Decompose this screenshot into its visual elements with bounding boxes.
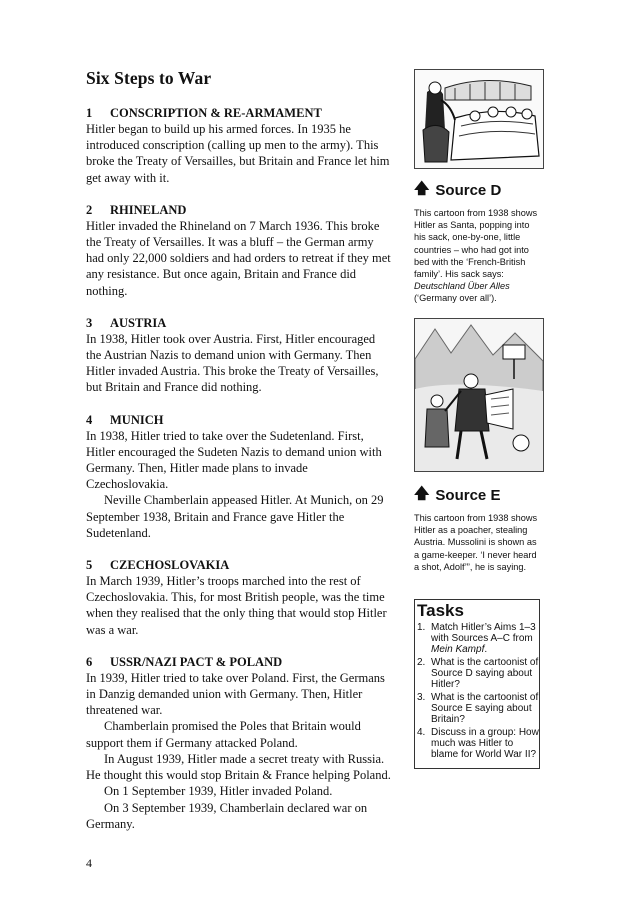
source-d-panel: [414, 178, 542, 305]
section-paragraph: In 1938, Hitler took over Austria. First, Hitler encouraged the Austrian Nazis to demand union with Germany. Then Hitler invaded Austria. This broke the Treaty of Versailles, but Britain and France did nothing.: [86, 331, 379, 395]
task-text: [431, 622, 539, 655]
task-text: What is the cartoonist of Source D saying about Hitler?: [431, 657, 539, 690]
section-rhineland: [86, 202, 392, 299]
section-paragraph: Hitler began to build up his armed forces. In 1935 he introduced conscription (calling up men to the army). This broke the Treaty of Versailles, but Britain and France let him get away with it.: [86, 122, 390, 185]
main-column: [86, 68, 392, 848]
section-title: RHINELAND: [110, 202, 187, 217]
page-title: Six Steps to War: [86, 68, 212, 88]
task-text-main: Match Hitler’s Aims 1–3 with Sources A–C from: [431, 622, 536, 644]
up-arrow-icon: 🡅: [414, 485, 430, 502]
section-heading: [86, 105, 392, 121]
section-paragraph: In 1939, Hitler tried to take over Poland. First, the Germans in Danzig demanded union with Germany. Then, Hitler threatened war.: [86, 670, 385, 718]
section-title: USSR/NAZI PACT & POLAND: [110, 654, 283, 669]
section-paragraph: On 1 September 1939, Hitler invaded Poland.: [104, 784, 333, 799]
task-number: 4.: [417, 727, 426, 738]
source-e-panel: [414, 483, 542, 573]
source-d-heading: [414, 178, 542, 203]
task-item: [417, 622, 539, 655]
section-austria: [86, 315, 392, 396]
santa-cartoon-illustration: [415, 70, 543, 168]
section-heading: [86, 202, 392, 218]
section-number: 4: [86, 412, 93, 427]
section-paragraph: In August 1939, Hitler made a secret treaty with Russia. He thought this would stop Britain & France helping Poland.: [86, 751, 391, 783]
tasks-list: [417, 622, 539, 760]
section-paragraph: Neville Chamberlain appeased Hitler. At Munich, on 29 September 1938, Britain and France gave Hitler the Sudetenland.: [86, 493, 384, 540]
task-text: What is the cartoonist of Source E saying about Britain?: [431, 692, 539, 725]
up-arrow-icon: 🡅: [414, 180, 430, 197]
source-d-caption: [414, 207, 542, 305]
source-e-heading: [414, 483, 542, 508]
task-item: [417, 692, 539, 725]
section-title: AUSTRIA: [110, 315, 167, 330]
section-paragraph: Hitler invaded the Rhineland on 7 March 1936. This broke the Treaty of Versailles. It was a bluff – the German army had only 22,000 soldiers and had orders to retreat if they met any resistance. But once again, Britain and France did nothing.: [86, 218, 391, 298]
section-munich: [86, 412, 392, 541]
task-number: 2.: [417, 657, 426, 668]
section-number: 5: [86, 558, 93, 573]
section-conscription: [86, 105, 392, 186]
source-e-caption: This cartoon from 1938 shows Hitler as a poacher, stealing Austria. Mussolini is shown as a game-keeper. ‘I never heard a shot, Adolf’”, he is saying.: [414, 513, 538, 572]
section-heading: [86, 315, 392, 331]
section-number: 3: [86, 315, 93, 330]
section-title: MUNICH: [110, 412, 164, 427]
source-d-caption-italic: Deutschland Über Alles: [414, 281, 510, 292]
task-text-end: .: [484, 644, 488, 655]
section-heading: [86, 412, 392, 428]
source-d-cartoon: [414, 69, 544, 169]
source-d-caption-text: This cartoon from 1938 shows Hitler as Santa, popping into his sack, one-by-one, little countries – who had got into bed with the ‘French-British family’. His sack says:: [414, 208, 538, 280]
section-title: CONSCRIPTION & RE-ARMAMENT: [110, 106, 322, 120]
task-item: [417, 727, 539, 760]
task-text: Discuss in a group: How much was Hitler to blame for World War II?: [431, 727, 539, 760]
tasks-title: Tasks: [417, 601, 464, 620]
poacher-cartoon-illustration: [415, 319, 543, 471]
source-e-label: Source E: [435, 487, 501, 504]
task-text-italic: Mein Kampf: [431, 644, 485, 655]
source-d-caption-end: (‘Germany over all’).: [414, 293, 497, 304]
task-item: [417, 657, 539, 690]
source-e-cartoon: [414, 318, 544, 472]
source-d-label: Source D: [435, 182, 502, 199]
section-czechoslovakia: [86, 557, 392, 638]
section-number: 1: [86, 106, 93, 120]
section-title: CZECHOSLOVAKIA: [110, 558, 230, 573]
section-paragraph: In March 1939, Hitler’s troops marched into the rest of Czechoslovakia. This, for most British people, was the time when they realised that the only thing that would stop Hitler was a war.: [86, 574, 387, 637]
section-number: 6: [86, 654, 93, 669]
section-paragraph: Chamberlain promised the Poles that Britain would support them if Germany attacked Poland.: [86, 719, 361, 750]
section-poland: [86, 654, 392, 832]
task-number: 1.: [417, 622, 426, 633]
section-paragraph: On 3 September 1939, Chamberlain declared war on Germany.: [86, 800, 368, 831]
page-number: 4: [86, 856, 92, 870]
section-number: 2: [86, 202, 93, 217]
section-paragraph: In 1938, Hitler tried to take over the Sudetenland. First, Hitler encouraged the Sudeten Nazis to demand union with Germany. Then, Hitler made plans to invade Czechoslovakia.: [86, 428, 382, 492]
section-heading: [86, 654, 392, 670]
section-heading: [86, 557, 392, 573]
tasks-box: [414, 599, 540, 769]
task-number: 3.: [417, 692, 426, 703]
